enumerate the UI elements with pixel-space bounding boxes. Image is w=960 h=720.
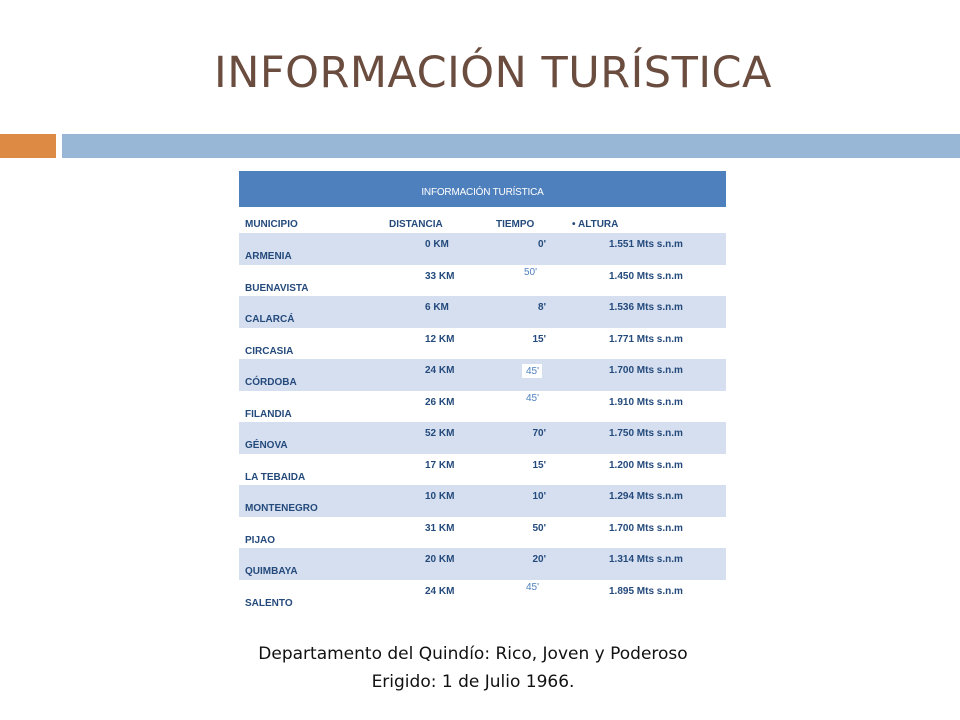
cell-altura: 1.750 Mts s.n.m bbox=[609, 428, 683, 439]
table-row bbox=[239, 233, 726, 265]
cell-municipio: CÓRDOBA bbox=[245, 377, 297, 388]
cell-tiempo: 15' bbox=[532, 459, 546, 471]
table-row bbox=[239, 296, 726, 328]
table-row bbox=[239, 454, 726, 486]
table-header: INFORMACIÓN TURÍSTICA bbox=[239, 171, 726, 207]
cell-municipio: ARMENIA bbox=[245, 251, 292, 262]
tourist-info-table bbox=[239, 171, 726, 611]
cell-tiempo: 0' bbox=[538, 239, 546, 250]
cell-altura: 1.536 Mts s.n.m bbox=[609, 302, 683, 313]
cell-altura: 1.700 Mts s.n.m bbox=[609, 365, 683, 376]
column-headers bbox=[239, 207, 726, 233]
cell-altura: 1.895 Mts s.n.m bbox=[609, 585, 683, 597]
cell-municipio: SALENTO bbox=[245, 597, 293, 609]
cell-tiempo: 50' bbox=[523, 266, 537, 278]
table-row bbox=[239, 328, 726, 360]
footer-line-1: Departamento del Quindío: Rico, Joven y Poderoso bbox=[258, 644, 688, 664]
cell-municipio: CIRCASIA bbox=[245, 345, 294, 357]
cell-tiempo: 70' bbox=[532, 428, 546, 439]
cell-distancia: 33 KM bbox=[425, 270, 455, 282]
column-header-distancia: DISTANCIA bbox=[389, 219, 443, 230]
cell-altura: 1.551 Mts s.n.m bbox=[609, 239, 683, 250]
cell-tiempo: 50' bbox=[532, 522, 546, 534]
cell-tiempo: 45' bbox=[525, 581, 539, 593]
cell-municipio: MONTENEGRO bbox=[245, 503, 318, 514]
slide-title: INFORMACIÓN TURÍSTICA bbox=[214, 48, 772, 98]
cell-municipio: CALARCÁ bbox=[245, 314, 295, 325]
cell-distancia: 17 KM bbox=[425, 459, 455, 471]
accent-bar-blue bbox=[62, 134, 960, 158]
cell-municipio: FILANDIA bbox=[245, 408, 292, 420]
cell-distancia: 0 KM bbox=[425, 239, 449, 250]
cell-municipio: GÉNOVA bbox=[245, 440, 288, 451]
cell-altura: 1.200 Mts s.n.m bbox=[609, 459, 683, 471]
cell-altura: 1.771 Mts s.n.m bbox=[609, 333, 683, 345]
cell-tiempo: 45' bbox=[525, 366, 539, 377]
table-row bbox=[239, 422, 726, 454]
cell-distancia: 31 KM bbox=[425, 522, 455, 534]
cell-distancia: 20 KM bbox=[425, 554, 455, 565]
cell-distancia: 6 KM bbox=[425, 302, 449, 313]
accent-bar-orange bbox=[0, 134, 56, 158]
cell-municipio: LA TEBAIDA bbox=[245, 471, 306, 483]
footer-line-2: Erigido: 1 de Julio 1966. bbox=[371, 672, 575, 692]
cell-altura: 1.314 Mts s.n.m bbox=[609, 554, 683, 565]
cell-distancia: 24 KM bbox=[425, 585, 455, 597]
cell-altura: 1.450 Mts s.n.m bbox=[609, 270, 683, 282]
stray-dot: • bbox=[572, 219, 576, 230]
cell-altura: 1.294 Mts s.n.m bbox=[609, 491, 683, 502]
cell-tiempo: 45' bbox=[525, 392, 539, 404]
cell-altura: 1.910 Mts s.n.m bbox=[609, 396, 683, 408]
table-row bbox=[239, 517, 726, 549]
table-row bbox=[239, 580, 726, 612]
cell-municipio: QUIMBAYA bbox=[245, 566, 298, 577]
cell-distancia: 52 KM bbox=[425, 428, 455, 439]
cell-distancia: 10 KM bbox=[425, 491, 455, 502]
table-row bbox=[239, 265, 726, 297]
cell-distancia: 24 KM bbox=[425, 365, 455, 376]
cell-distancia: 12 KM bbox=[425, 333, 455, 345]
cell-tiempo: 8' bbox=[538, 302, 546, 313]
column-header-altura: ALTURA bbox=[578, 219, 619, 230]
column-header-municipio: MUNICIPIO bbox=[245, 219, 298, 230]
table-row bbox=[239, 391, 726, 423]
cell-municipio: BUENAVISTA bbox=[245, 282, 309, 294]
cell-tiempo: 20' bbox=[532, 554, 546, 565]
cell-distancia: 26 KM bbox=[425, 396, 455, 408]
cell-tiempo: 10' bbox=[532, 491, 546, 502]
column-header-tiempo: TIEMPO bbox=[496, 219, 535, 230]
table-row bbox=[239, 359, 726, 391]
cell-altura: 1.700 Mts s.n.m bbox=[609, 522, 683, 534]
slide-footer bbox=[0, 640, 946, 696]
table-row bbox=[239, 548, 726, 580]
cell-municipio: PIJAO bbox=[245, 534, 276, 546]
table-row bbox=[239, 485, 726, 517]
cell-tiempo: 15' bbox=[532, 333, 546, 345]
